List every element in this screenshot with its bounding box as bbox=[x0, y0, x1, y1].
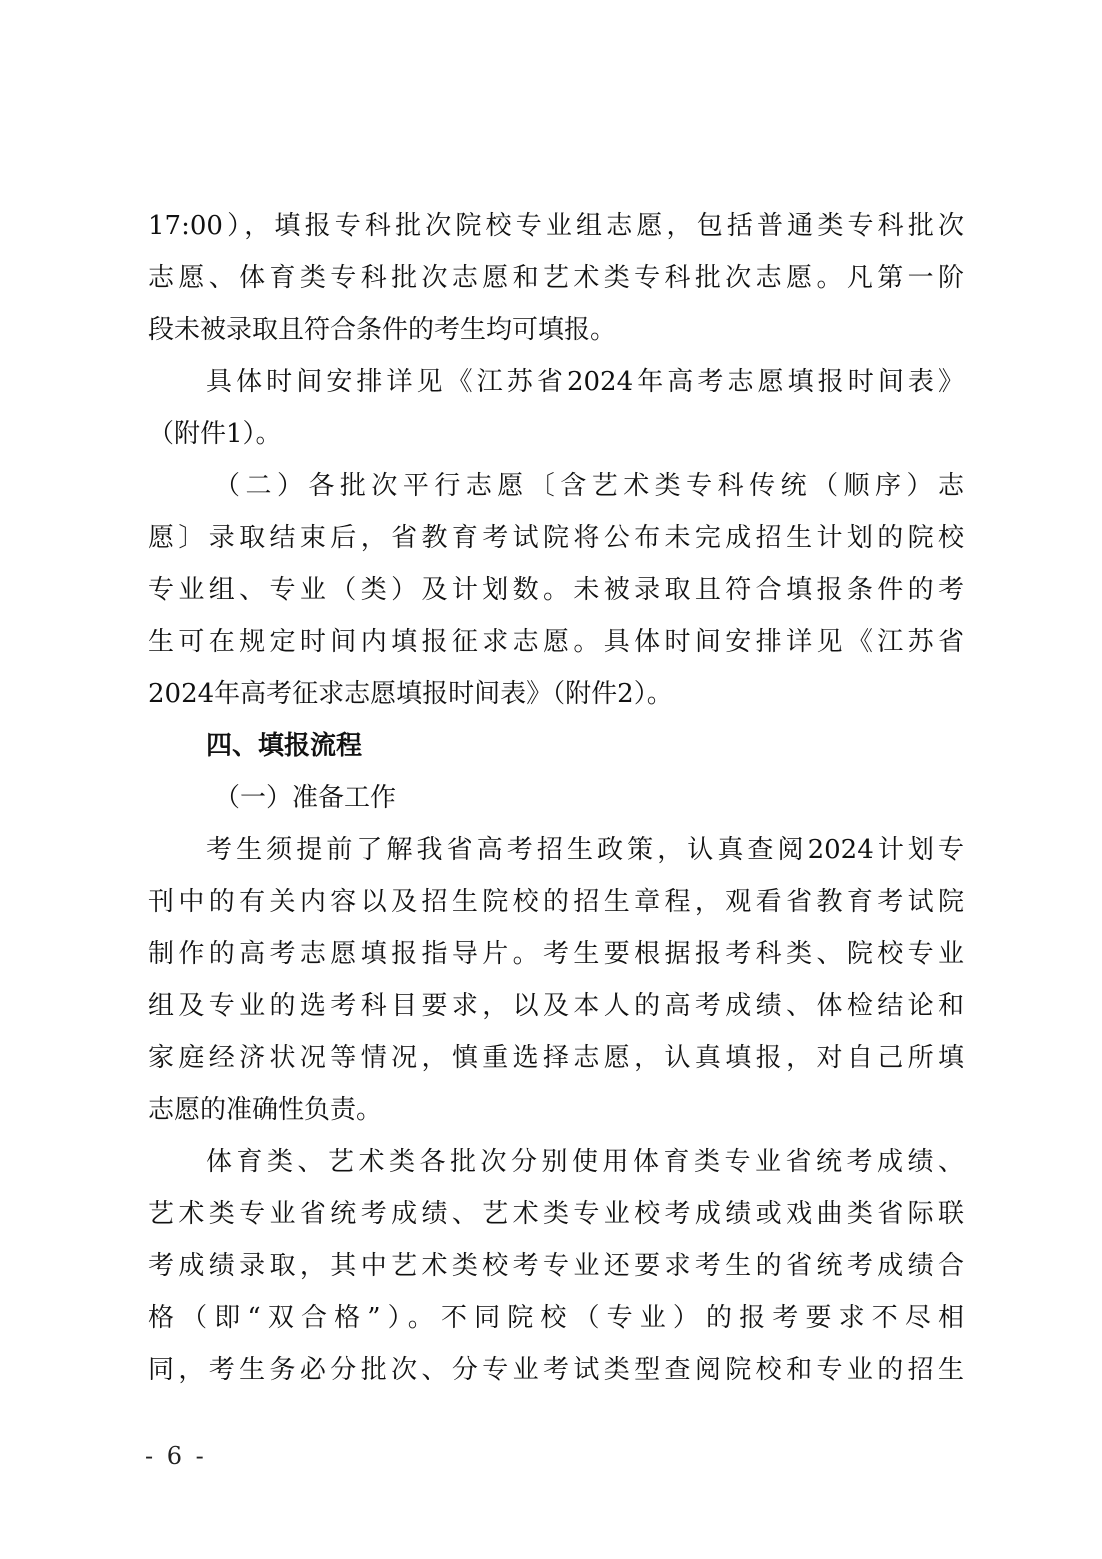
text-line: 家庭经济状况等情况，慎重选择志愿，认真填报，对自己所填 bbox=[148, 1043, 964, 1073]
text-line: 具体时间安排详见《江苏省2024年高考志愿填报时间表》 bbox=[206, 367, 964, 397]
text-line: 考生须提前了解我省高考招生政策，认真查阅2024计划专 bbox=[206, 835, 964, 865]
body-text bbox=[148, 200, 964, 1396]
text-line: 格（即“双合格”）。不同院校（专业）的报考要求不尽相 bbox=[148, 1303, 964, 1333]
text-line: 刊中的有关内容以及招生院校的招生章程，观看省教育考试院 bbox=[148, 887, 964, 917]
section-heading: 四、填报流程 bbox=[206, 731, 363, 761]
text-line: 2024年高考征求志愿填报时间表》（附件2）。 bbox=[148, 679, 673, 709]
text-line: 愿〕录取结束后，省教育考试院将公布未完成招生计划的院校 bbox=[148, 523, 964, 553]
text-line: 制作的高考志愿填报指导片。考生要根据报考科类、院校专业 bbox=[148, 939, 964, 969]
text-line: 组及专业的选考科目要求，以及本人的高考成绩、体检结论和 bbox=[148, 991, 964, 1021]
subsection-heading: （一）准备工作 bbox=[214, 783, 397, 813]
text-line: 志愿、体育类专科批次志愿和艺术类专科批次志愿。凡第一阶 bbox=[148, 263, 964, 293]
text-line: 体育类、艺术类各批次分别使用体育类专业省统考成绩、 bbox=[206, 1147, 964, 1177]
text-line: （附件1）。 bbox=[148, 419, 282, 449]
text-line: 段未被录取且符合条件的考生均可填报。 bbox=[148, 315, 617, 345]
text-line: 志愿的准确性负责。 bbox=[148, 1095, 383, 1125]
text-line: 考成绩录取，其中艺术类校考专业还要求考生的省统考成绩合 bbox=[148, 1251, 964, 1281]
text-line: 专业组、专业（类）及计划数。未被录取且符合填报条件的考 bbox=[148, 575, 964, 605]
text-line: 17:00），填报专科批次院校专业组志愿，包括普通类专科批次 bbox=[148, 211, 964, 241]
text-line: 同，考生务必分批次、分专业考试类型查阅院校和专业的招生 bbox=[148, 1355, 964, 1385]
text-line: 生可在规定时间内填报征求志愿。具体时间安排详见《江苏省 bbox=[148, 627, 964, 657]
text-line: 艺术类专业省统考成绩、艺术类专业校考成绩或戏曲类省际联 bbox=[148, 1199, 964, 1229]
page-number: - 6 - bbox=[145, 1442, 207, 1470]
text-line: （二）各批次平行志愿〔含艺术类专科传统（顺序）志 bbox=[214, 471, 964, 501]
